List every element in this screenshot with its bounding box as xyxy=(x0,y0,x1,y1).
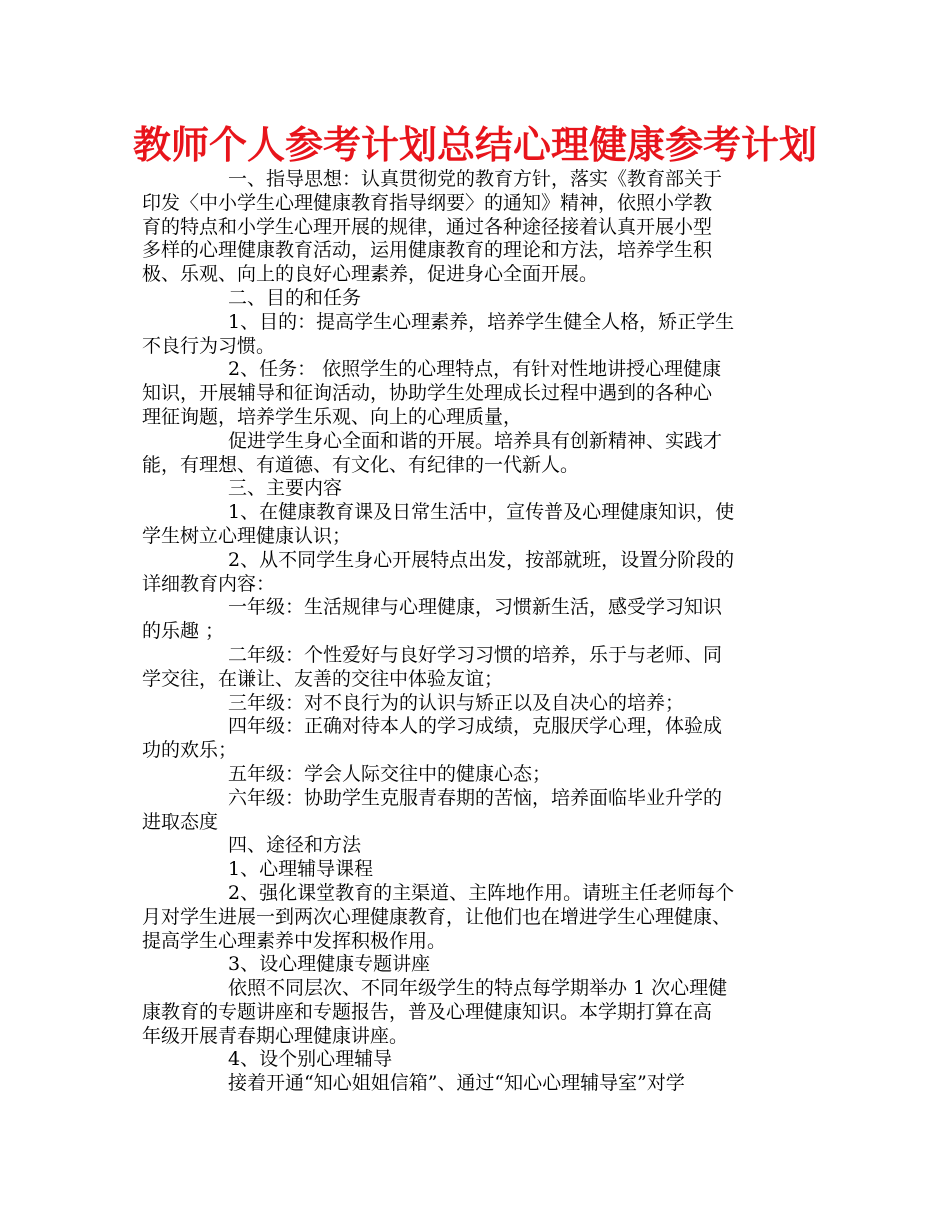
text-line: 四、途径和方法 xyxy=(228,834,362,857)
text-line: 印发〈中小学生心理健康教育指导纲要〉的通知》精神，依照小学教 xyxy=(142,191,713,214)
text-line: 2、从不同学生身心开展特点出发，按部就班，设置分阶段的 xyxy=(228,548,735,571)
text-line: 六年级：协助学生克服青春期的苦恼，培养面临毕业升学的 xyxy=(228,786,723,809)
text-line: 五年级：学会人际交往中的健康心态； xyxy=(228,762,552,785)
text-line: 二、目的和任务 xyxy=(228,286,362,309)
text-line: 2、任务： 依照学生的心理特点，有针对性地讲授心理健康 xyxy=(228,358,722,381)
text-line: 1、在健康教育课及日常生活中，宣传普及心理健康知识，使 xyxy=(228,501,735,524)
text-line: 能，有理想、有道德、有文化、有纪律的一代新人。 xyxy=(142,453,580,476)
document-body xyxy=(142,168,828,1096)
text-line: 年级开展青春期心理健康讲座。 xyxy=(142,1024,409,1047)
text-line: 接着开通“知心姐姐信箱”、通过“知心心理辅导室”对学 xyxy=(228,1072,685,1095)
text-line: 学生树立心理健康认识； xyxy=(142,524,352,547)
text-line: 进取态度 xyxy=(142,810,219,833)
text-line: 二年级：个性爱好与良好学习习惯的培养，乐于与老师、同 xyxy=(228,643,723,666)
text-line: 详细教育内容： xyxy=(142,572,276,595)
text-line: 育的特点和小学生心理开展的规律，通过各种途径接着认真开展小型 xyxy=(142,215,713,238)
text-line: 促进学生身心全面和谐的开展。培养具有创新精神、实践才 xyxy=(228,429,723,452)
text-line: 三、主要内容 xyxy=(228,477,343,500)
text-line: 多样的心理健康教育活动，运用健康教育的理论和方法，培养学生积 xyxy=(142,239,713,262)
text-line: 月对学生进展一到两次心理健康教育，让他们也在增进学生心理健康、 xyxy=(142,905,732,928)
text-line: 的乐趣 ； xyxy=(142,620,225,643)
text-line: 功的欢乐； xyxy=(142,739,238,762)
text-line: 康教育的专题讲座和专题报告，普及心理健康知识。本学期打算在高 xyxy=(142,1000,713,1023)
text-line: 理征询题，培养学生乐观、向上的心理质量， xyxy=(142,405,523,428)
text-line: 4、设个别心理辅导 xyxy=(228,1048,393,1071)
text-line: 一、指导思想：认真贯彻党的教育方针，落实《教育部关于 xyxy=(228,168,723,190)
text-line: 四年级：正确对待本人的学习成绩，克服厌学心理，体验成 xyxy=(228,715,723,738)
text-line: 1、目的：提高学生心理素养，培养学生健全人格，矫正学生 xyxy=(228,310,735,333)
text-line: 极、乐观、向上的良好心理素养，促进身心全面开展。 xyxy=(142,263,599,286)
text-line: 3、设心理健康专题讲座 xyxy=(228,953,431,976)
document-title: 教师个人参考计划总结心理健康参考计划 xyxy=(132,123,817,167)
text-line: 知识，开展辅导和征询活动，协助学生处理成长过程中遇到的各种心 xyxy=(142,382,713,405)
text-line: 依照不同层次、不同年级学生的特点每学期举办 1 次心理健 xyxy=(228,977,728,1000)
text-line: 三年级：对不良行为的认识与矫正以及自决心的培养； xyxy=(228,691,685,714)
text-line: 2、强化课堂教育的主渠道、主阵地作用。请班主任老师每个 xyxy=(228,881,735,904)
text-line: 不良行为习惯。 xyxy=(142,334,276,357)
text-line: 1、心理辅导课程 xyxy=(228,858,374,881)
text-line: 一年级：生活规律与心理健康，习惯新生活，感受学习知识 xyxy=(228,596,723,619)
text-line: 学交往，在谦让、友善的交往中体验友谊； xyxy=(142,667,504,690)
text-line: 提高学生心理素养中发挥积极作用。 xyxy=(142,929,447,952)
